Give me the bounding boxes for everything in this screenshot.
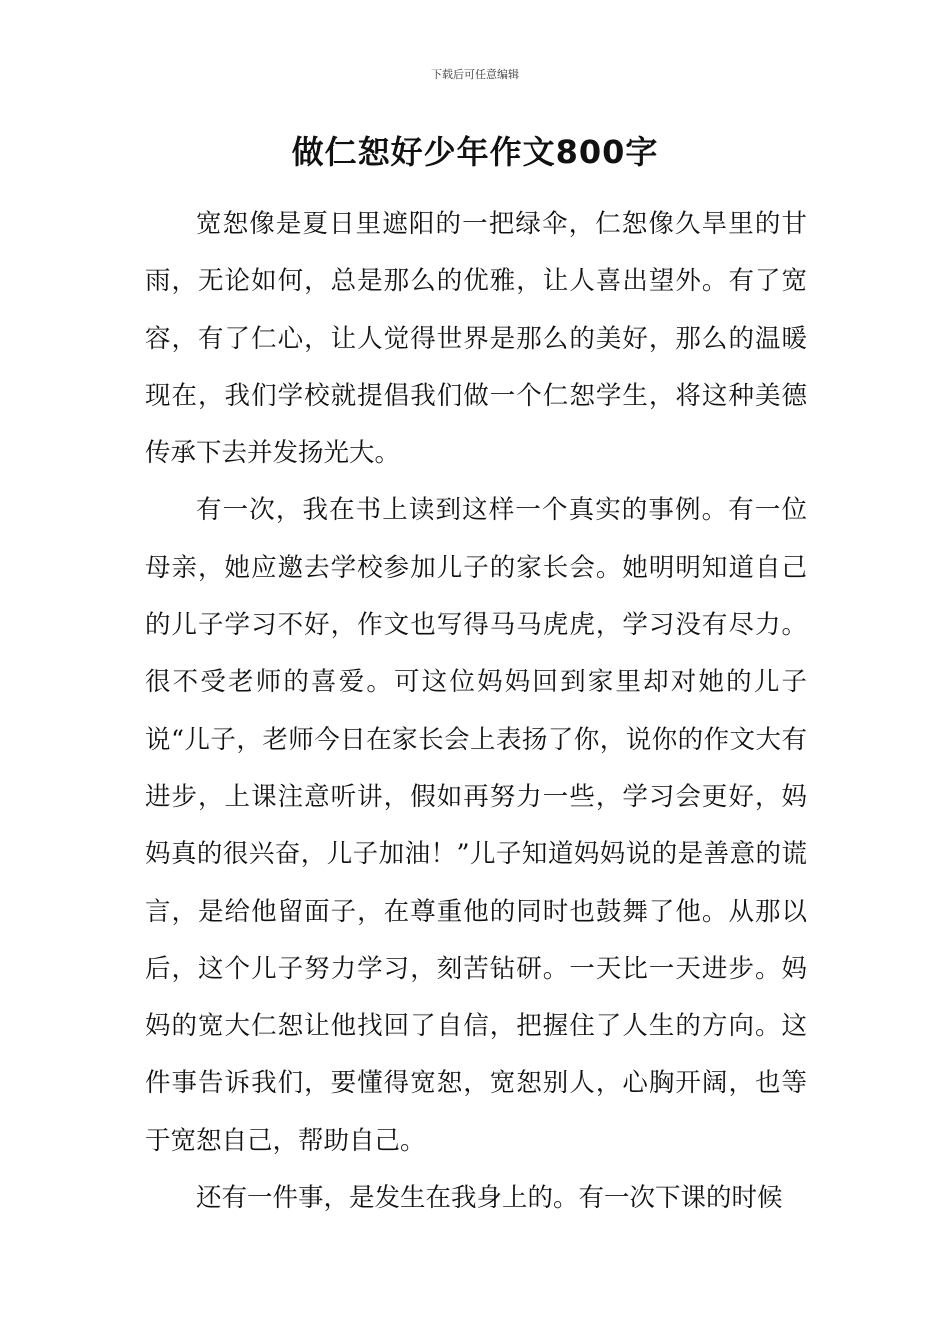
header-note: 下载后可任意编辑 [431,68,519,81]
paragraph-3: 还有一件事，是发生在我身上的。有一次下课的时候 [196,1183,783,1214]
body-text [145,196,807,1227]
page-title: 做仁恕好少年作文800字 [291,133,659,171]
paragraph-1: 宽恕像是夏日里遮阳的一把绿伞，仁恕像久旱里的甘雨，无论如何，总是那么的优雅，让人喜出望外。有了宽容，有了仁心，让人觉得世界是那么的美好，那么的温暖现在，我们学校就提倡我们做一个仁恕学生，将这种美德传承下去并发扬光大。 [145,209,807,469]
paragraph-2: 有一次，我在书上读到这样一个真实的事例。有一位母亲，她应邀去学校参加儿子的家长会。她明明知道自己的儿子学习不好，作文也写得马马虎虎，学习没有尽力。很不受老师的喜爱。可这位妈妈回到家里却对她的儿子说“儿子，老师今日在家长会上表扬了你，说你的作文大有进步，上课注意听讲，假如再努力一些，学习会更好，妈妈真的很兴奋，儿子加油！”儿子知道妈妈说的是善意的谎言，是给他留面子，在尊重他的同时也鼓舞了他。从那以后，这个儿子努力学习，刻苦钻研。一天比一天进步。妈妈的宽大仁恕让他找回了自信，把握住了人生的方向。这件事告诉我们，要懂得宽恕，宽恕别人，心胸开阔，也等于宽恕自己，帮助自己。 [145,495,807,1156]
